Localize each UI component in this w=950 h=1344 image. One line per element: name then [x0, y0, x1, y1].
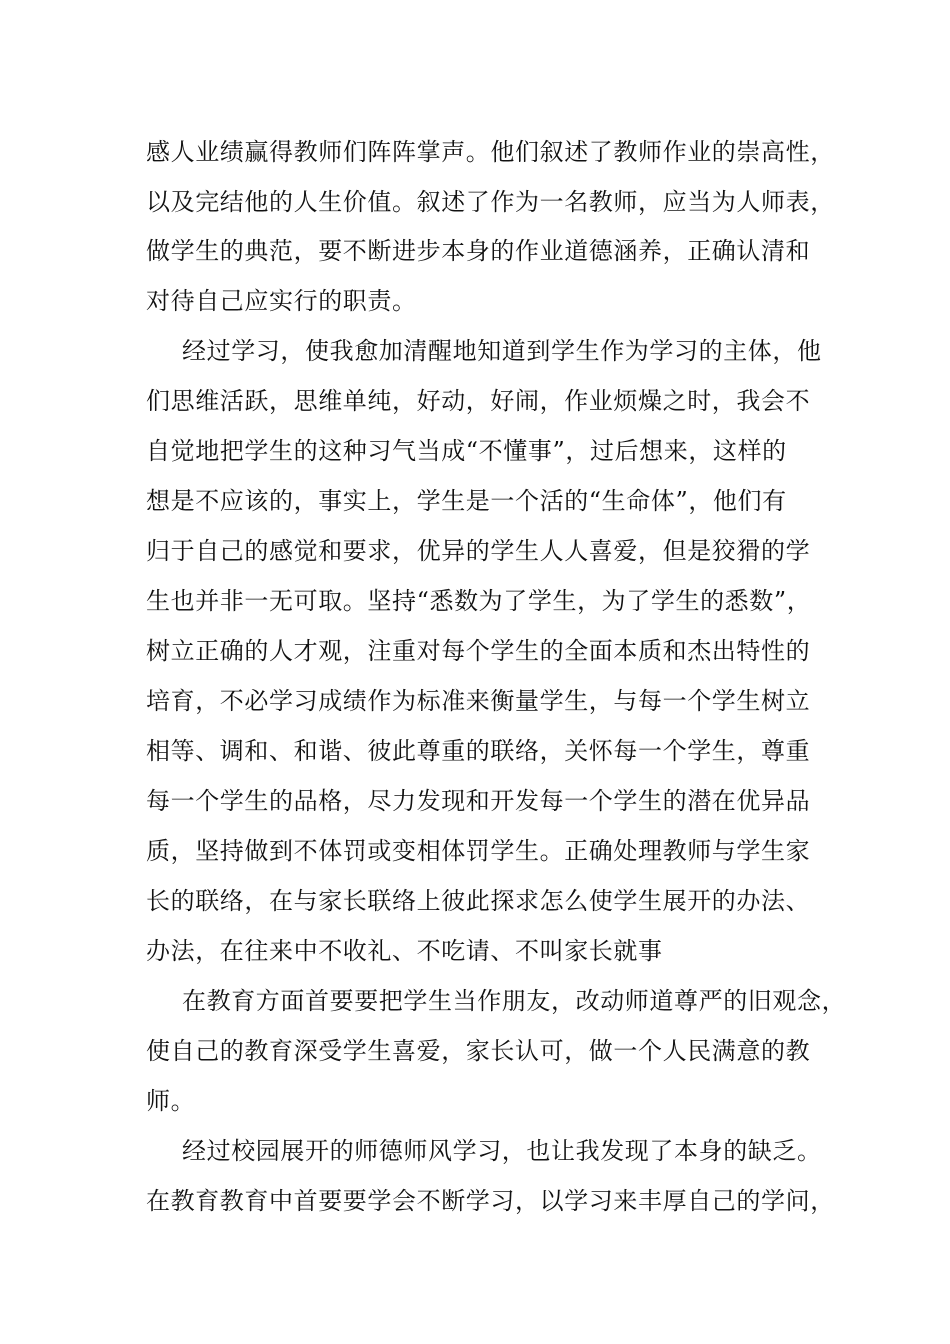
text-line: 使自己的教育深受学生喜爱，家长认可，做一个人民满意的教	[146, 1037, 811, 1065]
text-line: 以及完结他的人生价值。叙述了作为一名教师，应当为人师表，	[146, 188, 835, 216]
text-line: 长的联络，在与家长联络上彼此探求怎么使学生展开的办法、	[146, 887, 811, 915]
text-line: 做学生的典范，要不断进步本身的作业道德涵养，正确认清和	[146, 237, 811, 265]
text-line: 师。	[146, 1087, 196, 1115]
text-line: 们思维活跃，思维单纯，好动，好闹，作业烦燥之时，我会不	[146, 387, 811, 415]
text-line: 每一个学生的品格，尽力发现和开发每一个学生的潜在优异品	[146, 787, 811, 815]
text-line: 相等、调和、和谐、彼此尊重的联络，关怀每一个学生，尊重	[146, 737, 811, 765]
text-line: 想是不应该的，事实上，学生是一个活的“生命体”，他们有	[146, 487, 787, 515]
text-line: 质，坚持做到不体罚或变相体罚学生。正确处理教师与学生家	[146, 837, 811, 865]
text-line: 自觉地把学生的这种习气当成“不懂事”，过后想来，这样的	[146, 437, 787, 465]
paragraph-first-line: 在教育方面首要要把学生当作朋友，改动师道尊严的旧观念，	[182, 987, 847, 1015]
text-line: 生也并非一无可取。坚持“悉数为了学生，为了学生的悉数”，	[146, 587, 812, 615]
text-line: 在教育教育中首要要学会不断学习，以学习来丰厚自己的学问，	[146, 1187, 835, 1215]
paragraph-first-line: 经过校园展开的师德师风学习，也让我发现了本身的缺乏。	[182, 1137, 822, 1165]
paragraph-first-line: 经过学习，使我愈加清醒地知道到学生作为学习的主体，他	[182, 337, 822, 365]
text-line: 培育，不必学习成绩作为标准来衡量学生，与每一个学生树立	[146, 687, 811, 715]
text-line: 对待自己应实行的职责。	[146, 287, 417, 315]
text-line: 归于自己的感觉和要求，优异的学生人人喜爱，但是狡猾的学	[146, 537, 811, 565]
text-line: 感人业绩赢得教师们阵阵掌声。他们叙述了教师作业的崇高性，	[146, 138, 835, 166]
text-line: 办法，在往来中不收礼、不吃请、不叫家长就事	[146, 937, 663, 965]
text-line: 树立正确的人才观，注重对每个学生的全面本质和杰出特性的	[146, 637, 811, 665]
